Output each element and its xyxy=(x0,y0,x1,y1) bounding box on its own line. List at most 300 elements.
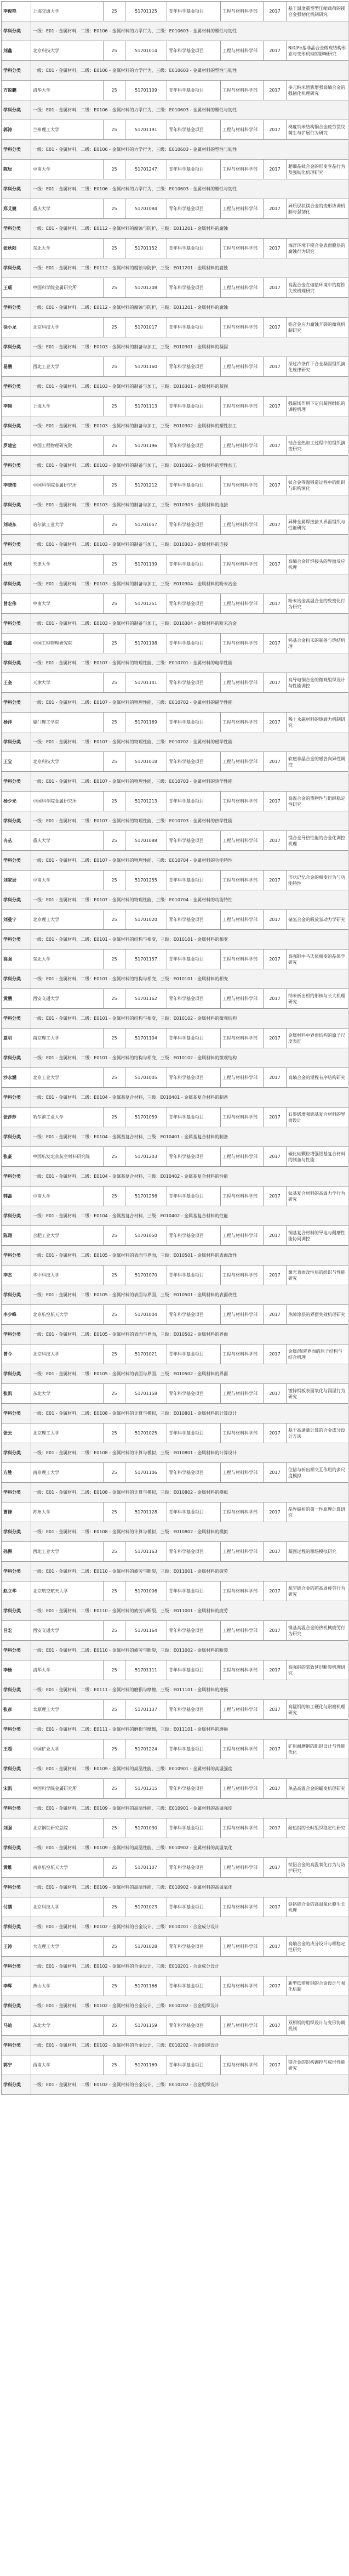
title-cell: 高熵合金钎焊接头的界面反应机理 xyxy=(287,555,348,574)
org-cell: 哈尔滨工业大学 xyxy=(31,1108,104,1127)
title-row xyxy=(2,495,348,515)
title-row xyxy=(2,1601,348,1621)
field-cell: 工程与材料科学部 xyxy=(221,1423,264,1443)
subject-cell: 一级：E01 - 金属材料，二级：E0103 - 金属材料的制备与加工，三级：E010304 - 金属材料的粉末冶金 xyxy=(31,574,348,594)
name-cell: 高强 xyxy=(2,950,31,969)
field-cell: 工程与材料科学部 xyxy=(221,160,264,179)
subject-cell: 一级：E01 - 金属材料，二级：E0109 - 金属材料的高温性能，三级：E010901 - 金属材料的高温强度 xyxy=(31,1759,348,1779)
org-cell: 兰州理工大学 xyxy=(31,120,104,140)
title-row xyxy=(2,140,348,160)
record-row xyxy=(2,1581,348,1601)
subject-cell: 一级：E01 - 金属材料，二级：E0107 - 金属材料的物理性能，三级：E010702 - 金属材料的磁学性能 xyxy=(31,732,348,752)
subject-cell: 一级：E01 - 金属材料，二级：E0109 - 金属材料的高温性能，三级：E010901 - 金属材料的高温强度 xyxy=(31,1799,348,1818)
org-cell: 重庆大学 xyxy=(31,831,104,851)
org-cell: 东北大学 xyxy=(31,1384,104,1404)
name-cell: 郑艾婕 xyxy=(2,199,31,219)
year-cell: 2017 xyxy=(264,120,287,140)
code-cell: 51701017 xyxy=(125,318,167,337)
duration-cell: 25 xyxy=(104,1581,125,1601)
title-row xyxy=(2,1878,348,1897)
record-row xyxy=(2,1858,348,1878)
org-cell: 中国科学院金属研究所 xyxy=(31,1779,104,1799)
type-cell: 青年科学基金项目 xyxy=(167,989,221,1009)
record-row xyxy=(2,1502,348,1522)
type-cell: 青年科学基金项目 xyxy=(167,555,221,574)
year-cell: 2017 xyxy=(264,752,287,772)
type-cell: 青年科学基金项目 xyxy=(167,199,221,219)
org-cell: 中国工程物理研究院 xyxy=(31,634,104,653)
subject-cell: 一级：E01 - 金属材料，二级：E0102 - 金属材料的合金设计，三级：E010202 - 合金组织设计 xyxy=(31,2036,348,2055)
record-row xyxy=(2,1660,348,1680)
title-row xyxy=(2,61,348,81)
title-label-cell: 学科分类 xyxy=(2,100,31,120)
grant-table-body xyxy=(2,2,348,2095)
org-cell: 合肥工业大学 xyxy=(31,1226,104,1246)
duration-cell: 25 xyxy=(104,713,125,732)
title-cell: 铜基复合材料的导电与耐磨性能协同调控 xyxy=(287,1226,348,1246)
title-label-cell: 学科分类 xyxy=(2,1759,31,1779)
record-row xyxy=(2,81,348,100)
duration-cell: 25 xyxy=(104,989,125,1009)
type-cell: 青年科学基金项目 xyxy=(167,1937,221,1957)
record-row xyxy=(2,1147,348,1167)
org-cell: 西安交通大学 xyxy=(31,989,104,1009)
title-cell: 热障涂层的界面失效机理研究 xyxy=(287,1305,348,1325)
field-cell: 工程与材料科学部 xyxy=(221,1463,264,1483)
name-cell: 李杨 xyxy=(2,1660,31,1680)
subject-cell: 一级：E01 - 金属材料，二级：E0104 - 金属基复合材料，三级：E010401 - 金属基复合材料的制备 xyxy=(31,1088,348,1108)
year-cell: 2017 xyxy=(264,318,287,337)
title-cell: 金属/陶瓷界面的原子结构与结合机理 xyxy=(287,1345,348,1364)
record-row xyxy=(2,1463,348,1483)
org-cell: 苏州大学 xyxy=(31,1502,104,1522)
field-cell: 工程与材料科学部 xyxy=(221,436,264,456)
code-cell: 51701164 xyxy=(125,1621,167,1641)
title-row xyxy=(2,337,348,357)
subject-cell: 一级：E01 - 金属材料，二级：E0105 - 金属材料的表面与界面，三级：E010501 - 金属材料的表面改性 xyxy=(31,1285,348,1305)
title-cell: 异质层状镁合金的变形协调机制与强韧化 xyxy=(287,199,348,219)
title-label-cell: 学科分类 xyxy=(2,1522,31,1542)
field-cell: 工程与材料科学部 xyxy=(221,1266,264,1285)
name-cell: 杜欣 xyxy=(2,555,31,574)
code-cell: 51701113 xyxy=(125,397,167,416)
title-row xyxy=(2,179,348,199)
title-label-cell: 学科分类 xyxy=(2,456,31,476)
title-row xyxy=(2,1483,348,1502)
code-cell: 51701191 xyxy=(125,120,167,140)
code-cell: 51701141 xyxy=(125,673,167,693)
type-cell: 青年科学基金项目 xyxy=(167,436,221,456)
code-cell: 51701057 xyxy=(125,515,167,535)
type-cell: 青年科学基金项目 xyxy=(167,1108,221,1127)
year-cell: 2017 xyxy=(264,436,287,456)
title-cell: 碳化硅颗粒增强铝基复合材料的制备与性能 xyxy=(287,1147,348,1167)
code-cell: 51701169 xyxy=(125,2055,167,2075)
field-cell: 工程与材料科学部 xyxy=(221,1779,264,1799)
title-label-cell: 学科分类 xyxy=(2,1483,31,1502)
code-cell: 51701050 xyxy=(125,1226,167,1246)
code-cell: 51701163 xyxy=(125,1542,167,1562)
type-cell: 青年科学基金项目 xyxy=(167,871,221,890)
field-cell: 工程与材料科学部 xyxy=(221,989,264,1009)
title-label-cell: 学科分类 xyxy=(2,1601,31,1621)
type-cell: 青年科学基金项目 xyxy=(167,2,221,21)
subject-cell: 一级：E01 - 金属材料，二级：E0112 - 金属材料的腐蚀与防护，三级：E011201 - 金属材料的腐蚀 xyxy=(31,258,348,278)
type-cell: 青年科学基金项目 xyxy=(167,1502,221,1522)
code-cell: 51701256 xyxy=(125,1187,167,1206)
org-cell: 中国科学院金属研究所 xyxy=(31,476,104,495)
year-cell: 2017 xyxy=(264,950,287,969)
code-cell: 51701107 xyxy=(125,1858,167,1878)
subject-cell: 一级：E01 - 金属材料，二级：E0105 - 金属材料的表面与界面，三级：E010502 - 金属材料的界面 xyxy=(31,1364,348,1384)
org-cell: 中国科学院金属研究所 xyxy=(31,792,104,811)
title-cell: 深过冷条件下合金凝固组织演化规律研究 xyxy=(287,357,348,377)
title-row xyxy=(2,1167,348,1187)
subject-cell: 一级：E01 - 金属材料，二级：E0107 - 金属材料的物理性能，三级：E010704 - 金属材料的功能特性 xyxy=(31,890,348,910)
duration-cell: 25 xyxy=(104,160,125,179)
type-cell: 青年科学基金项目 xyxy=(167,1384,221,1404)
subject-cell: 一级：E01 - 金属材料，二级：E0106 - 金属材料的力学行为，三级：E010603 - 金属材料的塑性与韧性 xyxy=(31,140,348,160)
org-cell: 中国航发北京航空材料研究院 xyxy=(31,1147,104,1167)
field-cell: 工程与材料科学部 xyxy=(221,555,264,574)
year-cell: 2017 xyxy=(264,2055,287,2075)
title-cell: 粉末冶金高温合金的致密化行为研究 xyxy=(287,594,348,614)
year-cell: 2017 xyxy=(264,1147,287,1167)
field-cell: 工程与材料科学部 xyxy=(221,1384,264,1404)
code-cell: 51701196 xyxy=(125,436,167,456)
name-cell: 宋凯 xyxy=(2,1779,31,1799)
org-cell: 厦门理工学院 xyxy=(31,713,104,732)
year-cell: 2017 xyxy=(264,278,287,298)
subject-cell: 一级：E01 - 金属材料，二级：E0109 - 金属材料的高温性能，三级：E010902 - 金属材料的高温氧化 xyxy=(31,1878,348,1897)
year-cell: 2017 xyxy=(264,1187,287,1206)
duration-cell: 25 xyxy=(104,1976,125,1996)
record-row xyxy=(2,989,348,1009)
title-row xyxy=(2,1285,348,1305)
title-row xyxy=(2,2075,348,2095)
title-label-cell: 学科分类 xyxy=(2,1167,31,1187)
code-cell: 51701021 xyxy=(125,1345,167,1364)
type-cell: 青年科学基金项目 xyxy=(167,792,221,811)
record-row xyxy=(2,2,348,21)
record-row xyxy=(2,1226,348,1246)
record-row xyxy=(2,1976,348,1996)
record-row xyxy=(2,436,348,456)
record-row xyxy=(2,1937,348,1957)
title-cell: 形状记忆合金的相变行为与功能特性 xyxy=(287,871,348,890)
subject-cell: 一级：E01 - 金属材料，二级：E0101 - 金属材料的结构与相变，三级：E010101 - 金属材料的相变 xyxy=(31,969,348,989)
code-cell: 51701152 xyxy=(125,239,167,258)
title-cell: 储氢合金的吸放氢动力学研究 xyxy=(287,910,348,930)
title-cell: 双相钢的组织设计与变形协调机制 xyxy=(287,2016,348,2036)
type-cell: 青年科学基金项目 xyxy=(167,120,221,140)
field-cell: 工程与材料科学部 xyxy=(221,239,264,258)
title-row xyxy=(2,1048,348,1068)
title-cell: 高熵合金的短程有序结构研究 xyxy=(287,1068,348,1088)
name-cell: 刘家辰 xyxy=(2,871,31,890)
code-cell: 51701023 xyxy=(125,1897,167,1917)
title-cell: 高导电铜合金的微观组织设计与性能调控 xyxy=(287,673,348,693)
field-cell: 工程与材料科学部 xyxy=(221,278,264,298)
subject-cell: 一级：E01 - 金属材料，二级：E0112 - 金属材料的腐蚀与防护，三级：E011201 - 金属材料的腐蚀 xyxy=(31,219,348,239)
year-cell: 2017 xyxy=(264,81,287,100)
subject-cell: 一级：E01 - 金属材料，二级：E0111 - 金属材料的磨损与摩擦，三级：E011101 - 金属材料的磨损 xyxy=(31,1720,348,1739)
title-cell: 软磁非晶合金的磁各向异性调控 xyxy=(287,752,348,772)
name-cell: 赵立华 xyxy=(2,1581,31,1601)
duration-cell: 25 xyxy=(104,278,125,298)
record-row xyxy=(2,160,348,179)
org-cell: 太原理工大学 xyxy=(31,1700,104,1720)
name-cell: 李杰 xyxy=(2,1266,31,1285)
title-label-cell: 学科分类 xyxy=(2,219,31,239)
year-cell: 2017 xyxy=(264,831,287,851)
title-label-cell: 学科分类 xyxy=(2,337,31,357)
duration-cell: 25 xyxy=(104,1818,125,1838)
title-row xyxy=(2,693,348,713)
duration-cell: 25 xyxy=(104,910,125,930)
code-cell: 51701084 xyxy=(125,199,167,219)
type-cell: 青年科学基金项目 xyxy=(167,1187,221,1206)
title-label-cell: 学科分类 xyxy=(2,890,31,910)
org-cell: 中南大学 xyxy=(31,160,104,179)
year-cell: 2017 xyxy=(264,1266,287,1285)
title-cell: 高锰钢的加工硬化与耐磨机理研究 xyxy=(287,1700,348,1720)
title-row xyxy=(2,1957,348,1976)
field-cell: 工程与材料科学部 xyxy=(221,950,264,969)
type-cell: 青年科学基金项目 xyxy=(167,713,221,732)
name-cell: 王超 xyxy=(2,1739,31,1759)
subject-cell: 一级：E01 - 金属材料，二级：E0108 - 金属材料的计算与模拟，三级：E010802 - 金属材料的模拟 xyxy=(31,1522,348,1542)
duration-cell: 25 xyxy=(104,1700,125,1720)
year-cell: 2017 xyxy=(264,357,287,377)
record-row xyxy=(2,673,348,693)
year-cell: 2017 xyxy=(264,1621,287,1641)
duration-cell: 25 xyxy=(104,1147,125,1167)
subject-cell: 一级：E01 - 金属材料，二级：E0110 - 金属材料的疲劳与断裂，三级：E011001 - 金属材料的疲劳 xyxy=(31,1601,348,1621)
field-cell: 工程与材料科学部 xyxy=(221,2016,264,2036)
org-cell: 北京科技大学 xyxy=(31,41,104,61)
field-cell: 工程与材料科学部 xyxy=(221,752,264,772)
subject-cell: 一级：E01 - 金属材料，二级：E0108 - 金属材料的计算与模拟，三级：E010801 - 金属材料的计算设计 xyxy=(31,1404,348,1423)
title-row xyxy=(2,1246,348,1266)
org-cell: 东北大学 xyxy=(31,950,104,969)
title-row xyxy=(2,811,348,831)
type-cell: 青年科学基金项目 xyxy=(167,41,221,61)
record-row xyxy=(2,831,348,851)
year-cell: 2017 xyxy=(264,555,287,574)
title-label-cell: 学科分类 xyxy=(2,298,31,318)
code-cell: 51701014 xyxy=(125,41,167,61)
title-label-cell: 学科分类 xyxy=(2,1917,31,1937)
field-cell: 工程与材料科学部 xyxy=(221,1700,264,1720)
subject-cell: 一级：E01 - 金属材料，二级：E0106 - 金属材料的力学行为，三级：E010603 - 金属材料的塑性与韧性 xyxy=(31,179,348,199)
org-cell: 大连理工大学 xyxy=(31,1937,104,1957)
subject-cell: 一级：E01 - 金属材料，二级：E0107 - 金属材料的物理性能，三级：E010701 - 金属材料的电学性能 xyxy=(31,653,348,673)
name-cell: 刘强 xyxy=(2,1818,31,1838)
field-cell: 工程与材料科学部 xyxy=(221,2055,264,2075)
year-cell: 2017 xyxy=(264,515,287,535)
field-cell: 工程与材料科学部 xyxy=(221,120,264,140)
field-cell: 工程与材料科学部 xyxy=(221,199,264,219)
record-row xyxy=(2,2016,348,2036)
title-row xyxy=(2,1759,348,1779)
year-cell: 2017 xyxy=(264,910,287,930)
subject-cell: 一级：E01 - 金属材料，二级：E0103 - 金属材料的制备与加工，三级：E010304 - 金属材料的粉末冶金 xyxy=(31,614,348,634)
field-cell: 工程与材料科学部 xyxy=(221,1305,264,1325)
org-cell: 华中科技大学 xyxy=(31,1266,104,1285)
title-row xyxy=(2,298,348,318)
name-cell: 曾宏伟 xyxy=(2,594,31,614)
field-cell: 工程与材料科学部 xyxy=(221,1108,264,1127)
type-cell: 青年科学基金项目 xyxy=(167,1266,221,1285)
subject-cell: 一级：E01 - 金属材料，二级：E0101 - 金属材料的结构与相变，三级：E010102 - 金属材料的微观结构 xyxy=(31,1009,348,1029)
subject-cell: 一级：E01 - 金属材料，二级：E0107 - 金属材料的物理性能，三级：E010703 - 金属材料的热学性能 xyxy=(31,772,348,792)
code-cell: 51701128 xyxy=(125,1502,167,1522)
title-cell: 铀合金热加工过程中的组织演变研究 xyxy=(287,436,348,456)
type-cell: 青年科学基金项目 xyxy=(167,476,221,495)
field-cell: 工程与材料科学部 xyxy=(221,831,264,851)
type-cell: 青年科学基金项目 xyxy=(167,634,221,653)
record-row xyxy=(2,239,348,258)
type-cell: 青年科学基金项目 xyxy=(167,1976,221,1996)
year-cell: 2017 xyxy=(264,199,287,219)
title-row xyxy=(2,416,348,436)
duration-cell: 25 xyxy=(104,1542,125,1562)
duration-cell: 25 xyxy=(104,2055,125,2075)
duration-cell: 25 xyxy=(104,1779,125,1799)
year-cell: 2017 xyxy=(264,1937,287,1957)
name-cell: 王瑶 xyxy=(2,278,31,298)
title-label-cell: 学科分类 xyxy=(2,1048,31,1068)
subject-cell: 一级：E01 - 金属材料，二级：E0108 - 金属材料的计算与模拟，三级：E010802 - 金属材料的模拟 xyxy=(31,1483,348,1502)
org-cell: 天津大学 xyxy=(31,673,104,693)
record-row xyxy=(2,1187,348,1206)
org-cell: 中南大学 xyxy=(31,594,104,614)
year-cell: 2017 xyxy=(264,397,287,416)
name-cell: 付鹏 xyxy=(2,1897,31,1917)
subject-cell: 一级：E01 - 金属材料，二级：E0112 - 金属材料的腐蚀与防护，三级：E011201 - 金属材料的腐蚀 xyxy=(31,298,348,318)
record-row xyxy=(2,1739,348,1759)
type-cell: 青年科学基金项目 xyxy=(167,278,221,298)
name-cell: 李翔 xyxy=(2,397,31,416)
title-cell: 高温合金的热物性与组织稳定性研究 xyxy=(287,792,348,811)
title-cell: 耐热钢的长时组织稳定性研究 xyxy=(287,1818,348,1838)
title-cell: Ni对Fe基非晶合金微观结构形态与变形机理的影响研究 xyxy=(287,41,348,61)
title-label-cell: 学科分类 xyxy=(2,1088,31,1108)
field-cell: 工程与材料科学部 xyxy=(221,81,264,100)
record-row xyxy=(2,950,348,969)
field-cell: 工程与材料科学部 xyxy=(221,1937,264,1957)
type-cell: 青年科学基金项目 xyxy=(167,1423,221,1443)
code-cell: 51701005 xyxy=(125,1068,167,1088)
title-label-cell: 学科分类 xyxy=(2,1127,31,1147)
code-cell: 51701160 xyxy=(125,357,167,377)
record-row xyxy=(2,120,348,140)
title-cell: 基于温度重塑型压缩载荷的镁合金强韧化机制研究 xyxy=(287,2,348,21)
duration-cell: 25 xyxy=(104,2016,125,2036)
title-row xyxy=(2,1799,348,1818)
field-cell: 工程与材料科学部 xyxy=(221,515,264,535)
title-label-cell: 学科分类 xyxy=(2,653,31,673)
type-cell: 青年科学基金项目 xyxy=(167,1542,221,1562)
title-row xyxy=(2,377,348,397)
title-cell: 海洋环境下镁合金表面膜层的腐蚀行为研究 xyxy=(287,239,348,258)
subject-cell: 一级：E01 - 金属材料，二级：E0101 - 金属材料的结构与相变，三级：E010101 - 金属材料的相变 xyxy=(31,930,348,950)
duration-cell: 25 xyxy=(104,1502,125,1522)
subject-cell: 一级：E01 - 金属材料，二级：E0102 - 金属材料的合金设计，三级：E010202 - 合金组织设计 xyxy=(31,1996,348,2016)
title-cell: 梯度纳米结构铜合金疲劳裂纹萌生与扩展行为研究 xyxy=(287,120,348,140)
org-cell: 天津大学 xyxy=(31,555,104,574)
year-cell: 2017 xyxy=(264,476,287,495)
subject-cell: 一级：E01 - 金属材料，二级：E0104 - 金属基复合材料，三级：E010402 - 金属基复合材料的性能 xyxy=(31,1167,348,1187)
title-label-cell: 学科分类 xyxy=(2,21,31,41)
year-cell: 2017 xyxy=(264,1384,287,1404)
type-cell: 青年科学基金项目 xyxy=(167,1700,221,1720)
year-cell: 2017 xyxy=(264,160,287,179)
title-label-cell: 学科分类 xyxy=(2,179,31,199)
type-cell: 青年科学基金项目 xyxy=(167,1739,221,1759)
name-cell: 钱鑫 xyxy=(2,634,31,653)
title-cell: 高温合金在熔盐环境中的腐蚀失效机理研究 xyxy=(287,278,348,298)
org-cell: 上海大学 xyxy=(31,397,104,416)
year-cell: 2017 xyxy=(264,1226,287,1246)
duration-cell: 25 xyxy=(104,318,125,337)
title-label-cell: 学科分类 xyxy=(2,1325,31,1345)
year-cell: 2017 xyxy=(264,1700,287,1720)
year-cell: 2017 xyxy=(264,1660,287,1680)
code-cell: 51701070 xyxy=(125,1266,167,1285)
title-row xyxy=(2,1917,348,1937)
duration-cell: 25 xyxy=(104,81,125,100)
field-cell: 工程与材料科学部 xyxy=(221,1029,264,1048)
subject-cell: 一级：E01 - 金属材料，二级：E0102 - 金属材料的合金设计，三级：E010201 - 合金成分设计 xyxy=(31,1957,348,1976)
code-cell: 51701018 xyxy=(125,752,167,772)
name-cell: 徐小龙 xyxy=(2,318,31,337)
type-cell: 青年科学基金项目 xyxy=(167,1818,221,1838)
title-row xyxy=(2,1838,348,1858)
title-cell: 镁合金的织构调控与成形性能研究 xyxy=(287,2055,348,2075)
title-row xyxy=(2,1680,348,1700)
title-label-cell: 学科分类 xyxy=(2,1878,31,1897)
record-row xyxy=(2,1818,348,1838)
field-cell: 工程与材料科学部 xyxy=(221,1542,264,1562)
subject-cell: 一级：E01 - 金属材料，二级：E0102 - 金属材料的合金设计，三级：E010201 - 合金成分设计 xyxy=(31,1917,348,1937)
title-label-cell: 学科分类 xyxy=(2,1562,31,1581)
title-cell: 镍基高温合金的热机械疲劳行为研究 xyxy=(287,1621,348,1641)
name-cell: 张秋阳 xyxy=(2,239,31,258)
title-label-cell: 学科分类 xyxy=(2,1246,31,1266)
org-cell: 中国矿业大学 xyxy=(31,1739,104,1759)
duration-cell: 25 xyxy=(104,120,125,140)
subject-cell: 一级：E01 - 金属材料，二级：E0106 - 金属材料的力学行为，三级：E010603 - 金属材料的塑性与韧性 xyxy=(31,21,348,41)
type-cell: 青年科学基金项目 xyxy=(167,594,221,614)
code-cell: 51701139 xyxy=(125,555,167,574)
org-cell: 北京理工大学 xyxy=(31,1423,104,1443)
duration-cell: 25 xyxy=(104,1108,125,1127)
title-label-cell: 学科分类 xyxy=(2,258,31,278)
org-cell: 北京科技大学 xyxy=(31,318,104,337)
org-cell: 北京理工大学 xyxy=(31,910,104,930)
year-cell: 2017 xyxy=(264,1976,287,1996)
title-cell: 矿用耐磨钢的组织设计与性能优化 xyxy=(287,1739,348,1759)
name-cell: 陈翔 xyxy=(2,1226,31,1246)
field-cell: 工程与材料科学部 xyxy=(221,713,264,732)
org-cell: 重庆大学 xyxy=(31,199,104,219)
subject-cell: 一级：E01 - 金属材料，二级：E0110 - 金属材料的疲劳与断裂，三级：E011002 - 金属材料的断裂 xyxy=(31,1641,348,1660)
title-cell: 稀土永磁材料的矫顽力机制研究 xyxy=(287,713,348,732)
record-row xyxy=(2,752,348,772)
year-cell: 2017 xyxy=(264,1108,287,1127)
